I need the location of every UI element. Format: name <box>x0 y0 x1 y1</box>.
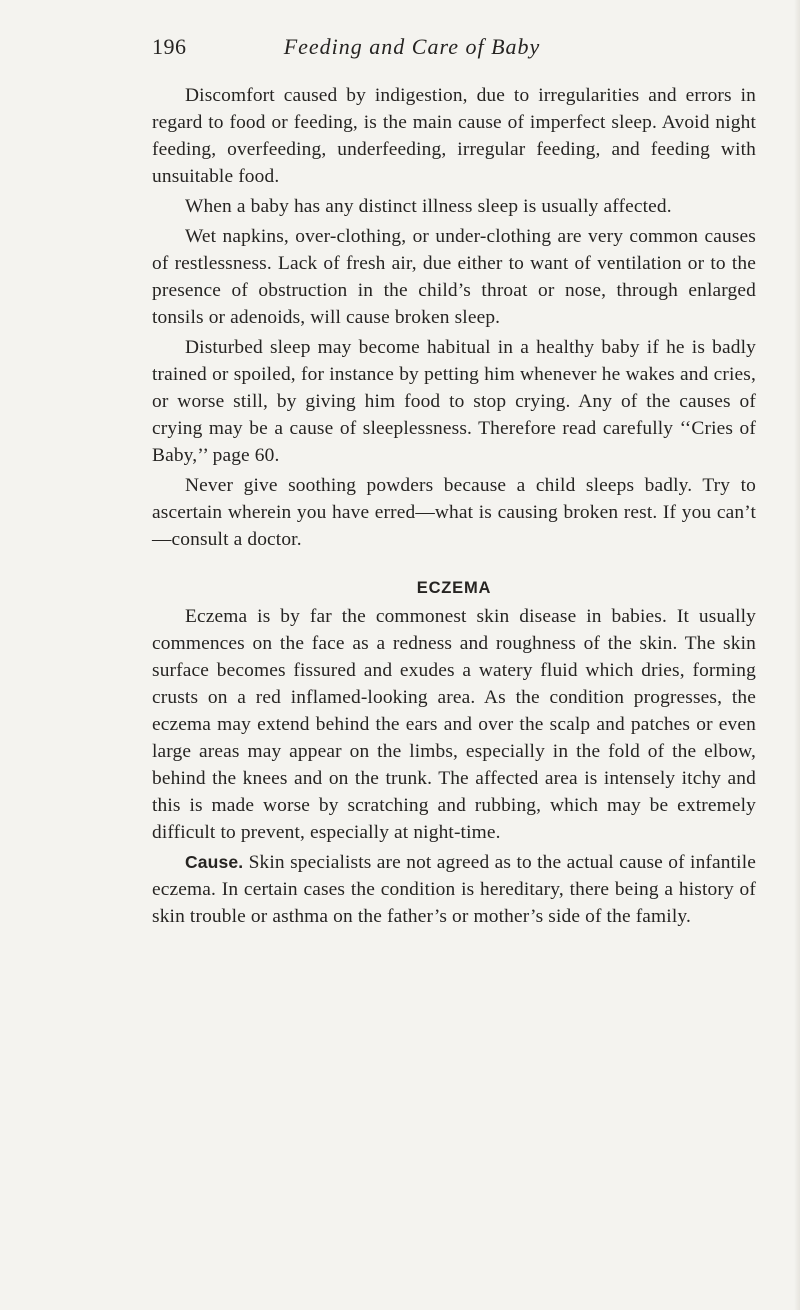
paragraph-soothing-powders: Never give soothing powders because a child sleeps badly. Try to ascertain wherein you have erred—what is causing broken rest. If you can’t—consult a doctor. <box>152 475 756 550</box>
section-heading-eczema: ECZEMA <box>416 579 492 597</box>
running-title: Feeding and Care of Baby <box>283 34 541 59</box>
paragraph-eczema: Eczema is by far the commonest skin disease in babies. It usually commences on the face as a redness and roughness of the skin. The skin surface becomes fissured and exudes a watery fluid which dries, forming crusts on a red inflamed-looking area. As the condition progresses, the eczema may extend behind the ears and over the scalp and patches or even large areas may appear on the limbs, especially in the fold of the elbow, behind the knees and on the trunk. The affected area is intensely itchy and this is made worse by scratching and rubbing, which may be extremely difficult to prevent, especially at night-time. <box>152 606 756 843</box>
cause-text: Skin specialists are not agreed as to the actual cause of infantile eczema. In certain cases the condition is hereditary, there being a history of skin trouble or asthma on the father’s or mother’s side of the family. <box>152 852 756 927</box>
paragraph-disturbed-sleep: Disturbed sleep may become habitual in a healthy baby if he is badly trained or spoiled, for instance by petting him whenever he wakes and cries, or worse still, by giving him food to stop crying. Any of the causes of crying may be a cause of sleeplessness. Therefore read carefully ‘‘Cries of Baby,’’ page 60. <box>152 337 756 466</box>
paragraph-cause <box>152 849 756 930</box>
paragraph-indigestion: Discomfort caused by indigestion, due to irregularities and errors in regard to food or feeding, is the main cause of imperfect sleep. Avoid night feeding, overfeeding, underfeeding, irregular feeding, and feeding with unsuitable food. <box>152 85 756 187</box>
paragraph-illness: When a baby has any distinct illness sleep is usually affected. <box>185 196 672 217</box>
cause-run-in-heading: Cause. <box>185 852 244 872</box>
page-edge-shadow <box>794 0 800 1310</box>
page-header <box>152 34 672 64</box>
body-text <box>152 82 756 933</box>
page-number: 196 <box>152 34 187 59</box>
paragraph-restlessness: Wet napkins, over-clothing, or under-clothing are very common causes of restlessness. Lack of fresh air, due either to want of ventilation or to the presence of obstruction in the child’s throat or nose, through enlarged tonsils or adenoids, will cause broken sleep. <box>152 226 756 328</box>
